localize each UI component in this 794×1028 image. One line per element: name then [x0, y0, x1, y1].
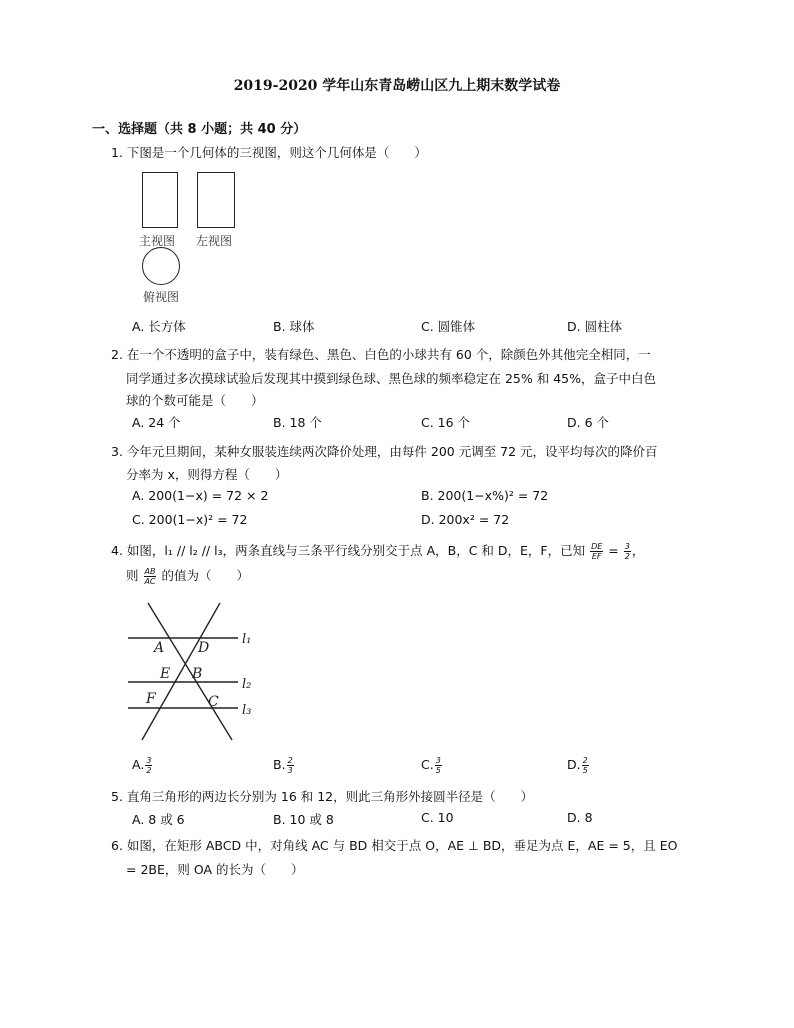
given-value-fraction	[624, 542, 631, 561]
ask-ratio-fraction	[144, 567, 157, 586]
question-4-line-1: 4. 如图，l₁ // l₂ // l₃，两条直线与三条平行线分别交于点 A，B，C 和 D，E，F，已知 $\frac{DE}{EF}$ = $\frac{3}{2}$ ，	[111, 542, 645, 561]
q1-option-a: A. 长方体	[132, 319, 186, 334]
q4-option-c-den: 5	[435, 766, 441, 775]
transversal-2	[142, 603, 220, 740]
q3-option-a: A. 200(1−x) = 72 × 2	[132, 488, 269, 503]
point-f-label: F	[146, 691, 156, 707]
q1-option-c: C. 圆锥体	[421, 319, 476, 334]
point-a-label: A	[154, 640, 165, 656]
q4-option-a-num: 3	[146, 756, 152, 765]
question-2-line-1: 2. 在一个不透明的盒子中，装有绿色、黑色、白色的小球共有 60 个，除颜色外其他完全相同，一	[111, 347, 651, 362]
page-title: 2019-2020 学年山东青岛崂山区九上期末数学试卷	[233, 78, 561, 94]
q5-option-d: D. 8	[567, 810, 593, 825]
q2-option-c: C. 16 个	[421, 415, 471, 430]
q1-option-d: D. 圆柱体	[567, 319, 623, 334]
q4-option-b	[273, 756, 295, 775]
q1-option-b: B. 球体	[273, 319, 315, 334]
top-view-label: 俯视图	[143, 290, 180, 304]
point-b-label: B	[192, 666, 203, 682]
question-4-line-2-post: 的值为（ ）	[161, 568, 249, 583]
q5-option-b: B. 10 或 8	[273, 812, 334, 827]
left-view-label: 左视图	[196, 234, 233, 248]
q4-option-d-num: 2	[582, 756, 588, 765]
q3-option-d: D. 200x² = 72	[421, 512, 510, 527]
q4-option-a-letter: A.	[132, 757, 145, 772]
q4-option-a-frac	[145, 756, 152, 775]
q4-option-c-frac	[435, 756, 442, 775]
point-c-label: C	[208, 694, 219, 710]
given-value-den: 2	[624, 552, 630, 561]
label-l2: l₂	[242, 677, 252, 692]
question-4-line-2-pre: 则	[126, 568, 139, 583]
section-heading: 一、选择题（共 8 小题；共 40 分）	[92, 122, 307, 137]
q4-option-d	[567, 756, 590, 775]
question-1-text: 1. 下图是一个几何体的三视图，则这个几何体是（ ）	[111, 145, 427, 160]
q4-option-c-num: 3	[435, 756, 441, 765]
q4-option-a	[132, 756, 153, 775]
question-2-line-2: 同学通过多次摸球试验后发现其中摸到绿色球、黑色球的频率稳定在 25% 和 45%，盒子中白色	[126, 371, 656, 386]
point-e-label: E	[160, 666, 171, 682]
question-6-line-2: = 2BE，则 OA 的长为（ ）	[126, 862, 304, 877]
given-ratio-num: DE	[591, 542, 603, 551]
q4-option-b-den: 3	[287, 766, 293, 775]
q4-option-d-den: 5	[582, 766, 588, 775]
question-3-line-2: 分率为 x，则得方程（ ）	[126, 467, 288, 482]
front-view-label: 主视图	[139, 234, 176, 248]
ask-ratio-den: AC	[144, 577, 156, 586]
front-view-rect	[142, 172, 178, 228]
q5-option-c: C. 10	[421, 810, 454, 825]
given-ratio-den: EF	[591, 552, 602, 561]
label-l3: l₃	[242, 703, 252, 718]
parallel-lines-figure	[120, 600, 270, 750]
left-view-rect	[197, 172, 235, 228]
q4-option-c-letter: C.	[421, 757, 434, 772]
q4-option-c	[421, 756, 443, 775]
q2-option-b: B. 18 个	[273, 415, 322, 430]
q3-option-b: B. 200(1−x%)² = 72	[421, 488, 549, 503]
q4-option-d-frac	[582, 756, 589, 775]
q4-option-d-letter: D.	[567, 757, 581, 772]
q2-option-a: A. 24 个	[132, 415, 181, 430]
given-ratio-fraction	[590, 542, 603, 561]
given-ratio-eq: =	[608, 543, 619, 558]
q4-option-b-num: 2	[287, 756, 293, 765]
q2-option-d: D. 6 个	[567, 415, 609, 430]
label-l1: l₁	[242, 632, 252, 647]
question-4-line-2	[126, 566, 249, 586]
q5-option-a: A. 8 或 6	[132, 812, 185, 827]
q4-option-b-letter: B.	[273, 757, 286, 772]
point-d-label: D	[198, 640, 210, 656]
question-3-line-1: 3. 今年元旦期间，某种女服装连续两次降价处理，由每件 200 元调至 72 元，设平均每次的降价百	[111, 444, 658, 459]
question-2-line-3: 球的个数可能是（ ）	[126, 393, 264, 408]
given-value-num: 3	[624, 542, 630, 551]
question-6-line-1: 6. 如图，在矩形 ABCD 中，对角线 AC 与 BD 相交于点 O，AE ⊥ BD，垂足为点 E，AE = 5，且 EO	[111, 838, 678, 853]
ask-ratio-num: AB	[144, 567, 156, 576]
question-5-text: 5. 直角三角形的两边长分别为 16 和 12，则此三角形外接圆半径是（ ）	[111, 789, 534, 804]
question-4-line-1-text: 4. 如图，l₁ // l₂ // l₃，两条直线与三条平行线分别交于点 A，B，C 和 D，E，F，已知	[111, 543, 586, 558]
q4-option-a-den: 2	[146, 766, 152, 775]
top-view-circle	[142, 247, 180, 285]
q4-option-b-frac	[287, 756, 294, 775]
q3-option-c: C. 200(1−x)² = 72	[132, 512, 248, 527]
